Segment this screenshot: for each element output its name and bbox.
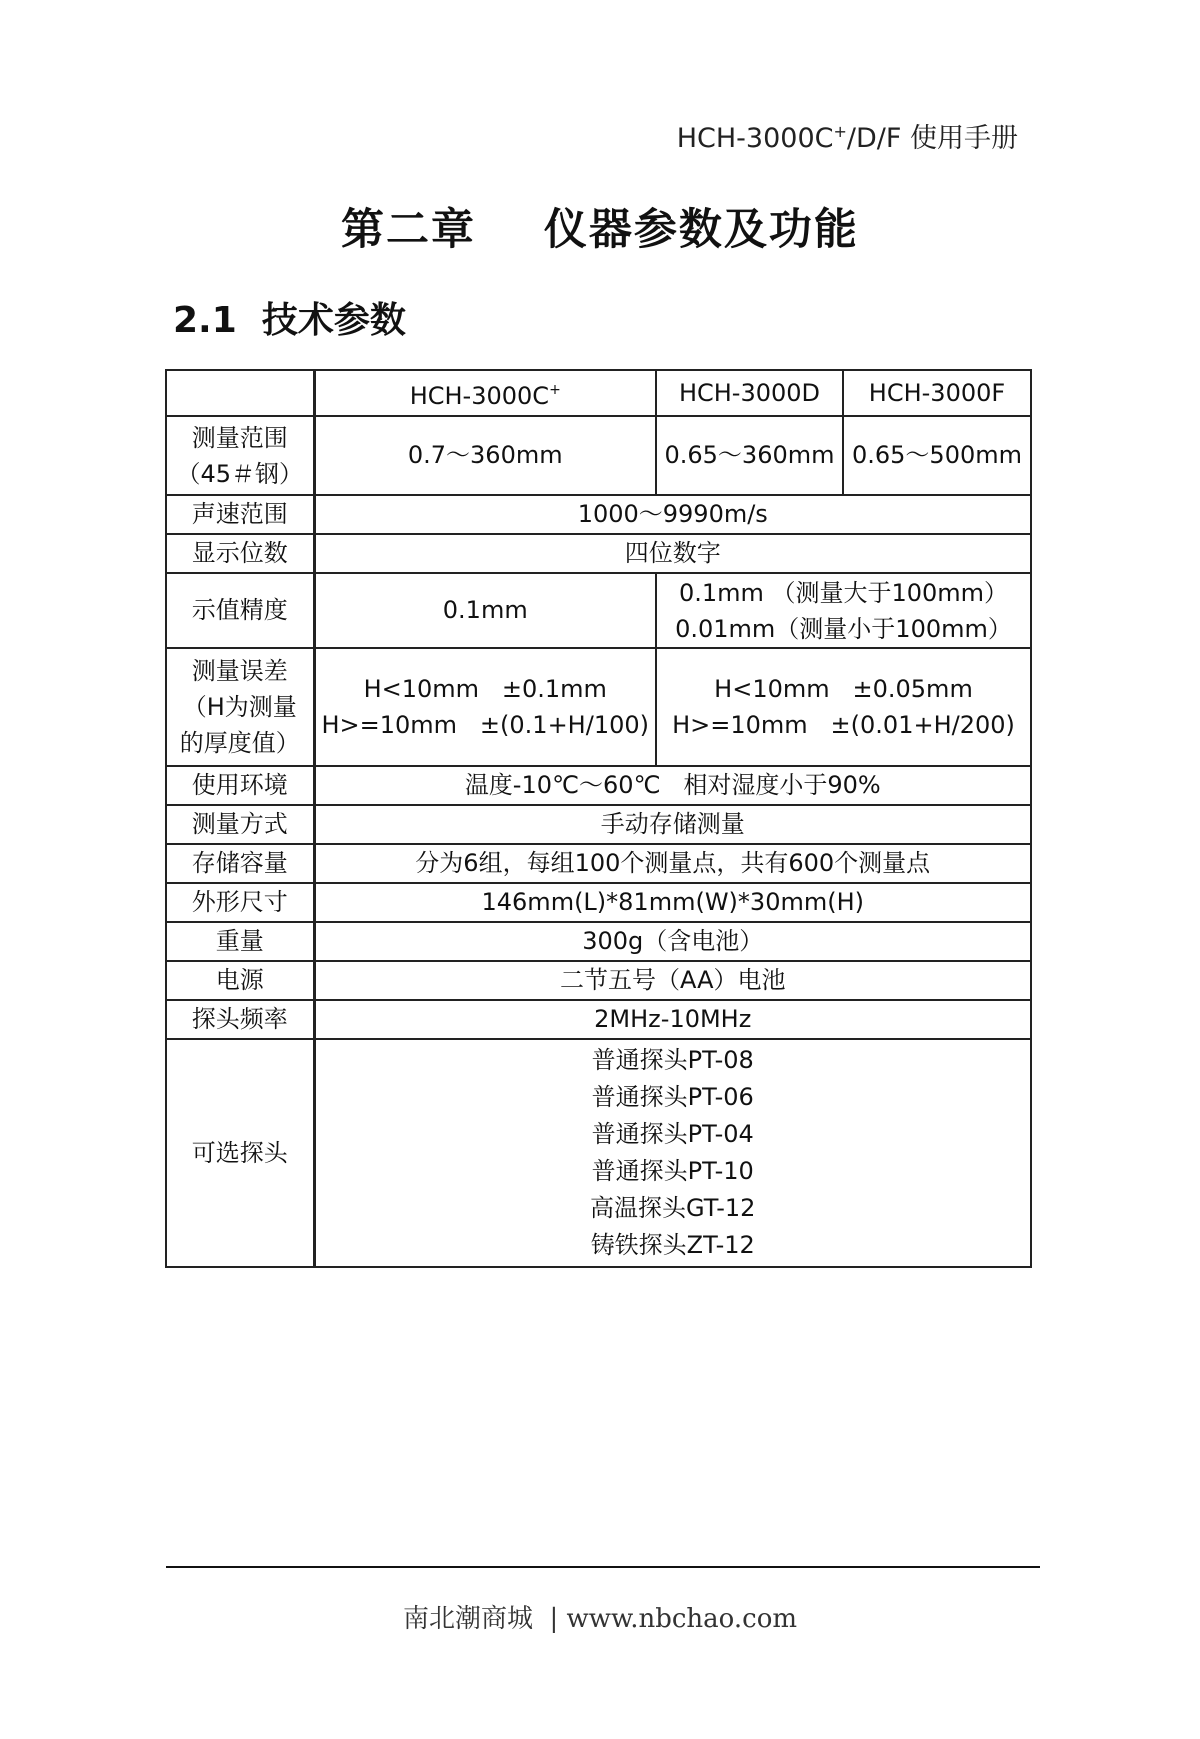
list-item: 普通探头PT-06 — [591, 1083, 754, 1111]
table-row-sound-speed — [166, 495, 1031, 534]
table-header-row — [166, 370, 1031, 416]
error-value-c: H<10mm ±0.1mm H>=10mm ±(0.1+H/100) — [314, 648, 656, 766]
table-row-power — [166, 961, 1031, 1000]
table-row-error — [166, 648, 1031, 766]
list-item: 铸铁探头ZT-12 — [590, 1231, 755, 1259]
optional-probes-list — [314, 1039, 1031, 1267]
header-model: HCH-3000C — [676, 123, 834, 154]
footer-rule — [166, 1566, 1040, 1568]
table-row-resolution — [166, 573, 1031, 648]
table-row-probe-frequency — [166, 1000, 1031, 1039]
param-label-environment: 使用环境 — [166, 766, 314, 805]
footer-text: 南北潮商城 | www.nbchao.com — [402, 1604, 798, 1634]
param-label-optional-probes: 可选探头 — [166, 1039, 314, 1267]
param-label-measure-mode: 测量方式 — [166, 805, 314, 844]
resolution-value-c: 0.1mm — [314, 573, 656, 648]
param-label-storage: 存储容量 — [166, 844, 314, 883]
column-header-d: HCH-3000D — [656, 370, 843, 416]
table-row-weight — [166, 922, 1031, 961]
resolution-value-df: 0.1mm （测量大于100mm） 0.01mm（测量小于100mm） — [656, 573, 1031, 648]
range-value-d: 0.65～360mm — [656, 416, 843, 495]
param-label-power: 电源 — [166, 961, 314, 1000]
display-digits-value: 四位数字 — [314, 534, 1031, 573]
header-empty-cell — [166, 370, 314, 416]
power-value: 二节五号（AA）电池 — [314, 961, 1031, 1000]
column-header-f: HCH-3000F — [843, 370, 1031, 416]
list-item: 普通探头PT-08 — [591, 1046, 754, 1074]
sound-speed-value: 1000～9990m/s — [314, 495, 1031, 534]
range-value-f: 0.65～500mm — [843, 416, 1031, 495]
storage-value: 分为6组，每组100个测量点，共有600个测量点 — [314, 844, 1031, 883]
param-label-range: 测量范围 （45＃钢） — [166, 416, 314, 495]
spec-table — [165, 369, 1032, 1268]
header-manual-label: /D/F 使用手册 — [846, 123, 1018, 154]
list-item: 高温探头GT-12 — [590, 1194, 756, 1222]
param-label-error: 测量误差 （H为测量 的厚度值） — [166, 648, 314, 766]
param-label-resolution: 示值精度 — [166, 573, 314, 648]
table-row-measure-mode — [166, 805, 1031, 844]
param-label-dimensions: 外形尺寸 — [166, 883, 314, 922]
error-value-df: H<10mm ±0.05mm H>=10mm ±(0.01+H/200) — [656, 648, 1031, 766]
table-row-environment — [166, 766, 1031, 805]
dimensions-value: 146mm(L)*81mm(W)*30mm(H) — [314, 883, 1031, 922]
header-model-superscript: + — [833, 122, 847, 141]
param-label-probe-frequency: 探头频率 — [166, 1000, 314, 1039]
param-label-sound-speed: 声速范围 — [166, 495, 314, 534]
section-title: 2.1 技术参数 — [173, 300, 406, 341]
table-row-dimensions — [166, 883, 1031, 922]
param-label-weight: 重量 — [166, 922, 314, 961]
table-row-optional-probes — [166, 1039, 1031, 1267]
probe-frequency-value: 2MHz-10MHz — [314, 1000, 1031, 1039]
chapter-title: 第二章 仪器参数及功能 — [341, 205, 859, 255]
param-label-display-digits: 显示位数 — [166, 534, 314, 573]
column-header-c: HCH-3000C+ — [314, 370, 656, 416]
list-item: 普通探头PT-10 — [591, 1157, 754, 1185]
range-value-c: 0.7～360mm — [314, 416, 656, 495]
table-row-storage — [166, 844, 1031, 883]
table-row-range — [166, 416, 1031, 495]
table-row-display-digits — [166, 534, 1031, 573]
list-item: 普通探头PT-04 — [591, 1120, 754, 1148]
environment-value: 温度-10℃～60℃ 相对湿度小于90% — [314, 766, 1031, 805]
measure-mode-value: 手动存储测量 — [314, 805, 1031, 844]
weight-value: 300g（含电池） — [314, 922, 1031, 961]
running-header — [677, 116, 1018, 155]
